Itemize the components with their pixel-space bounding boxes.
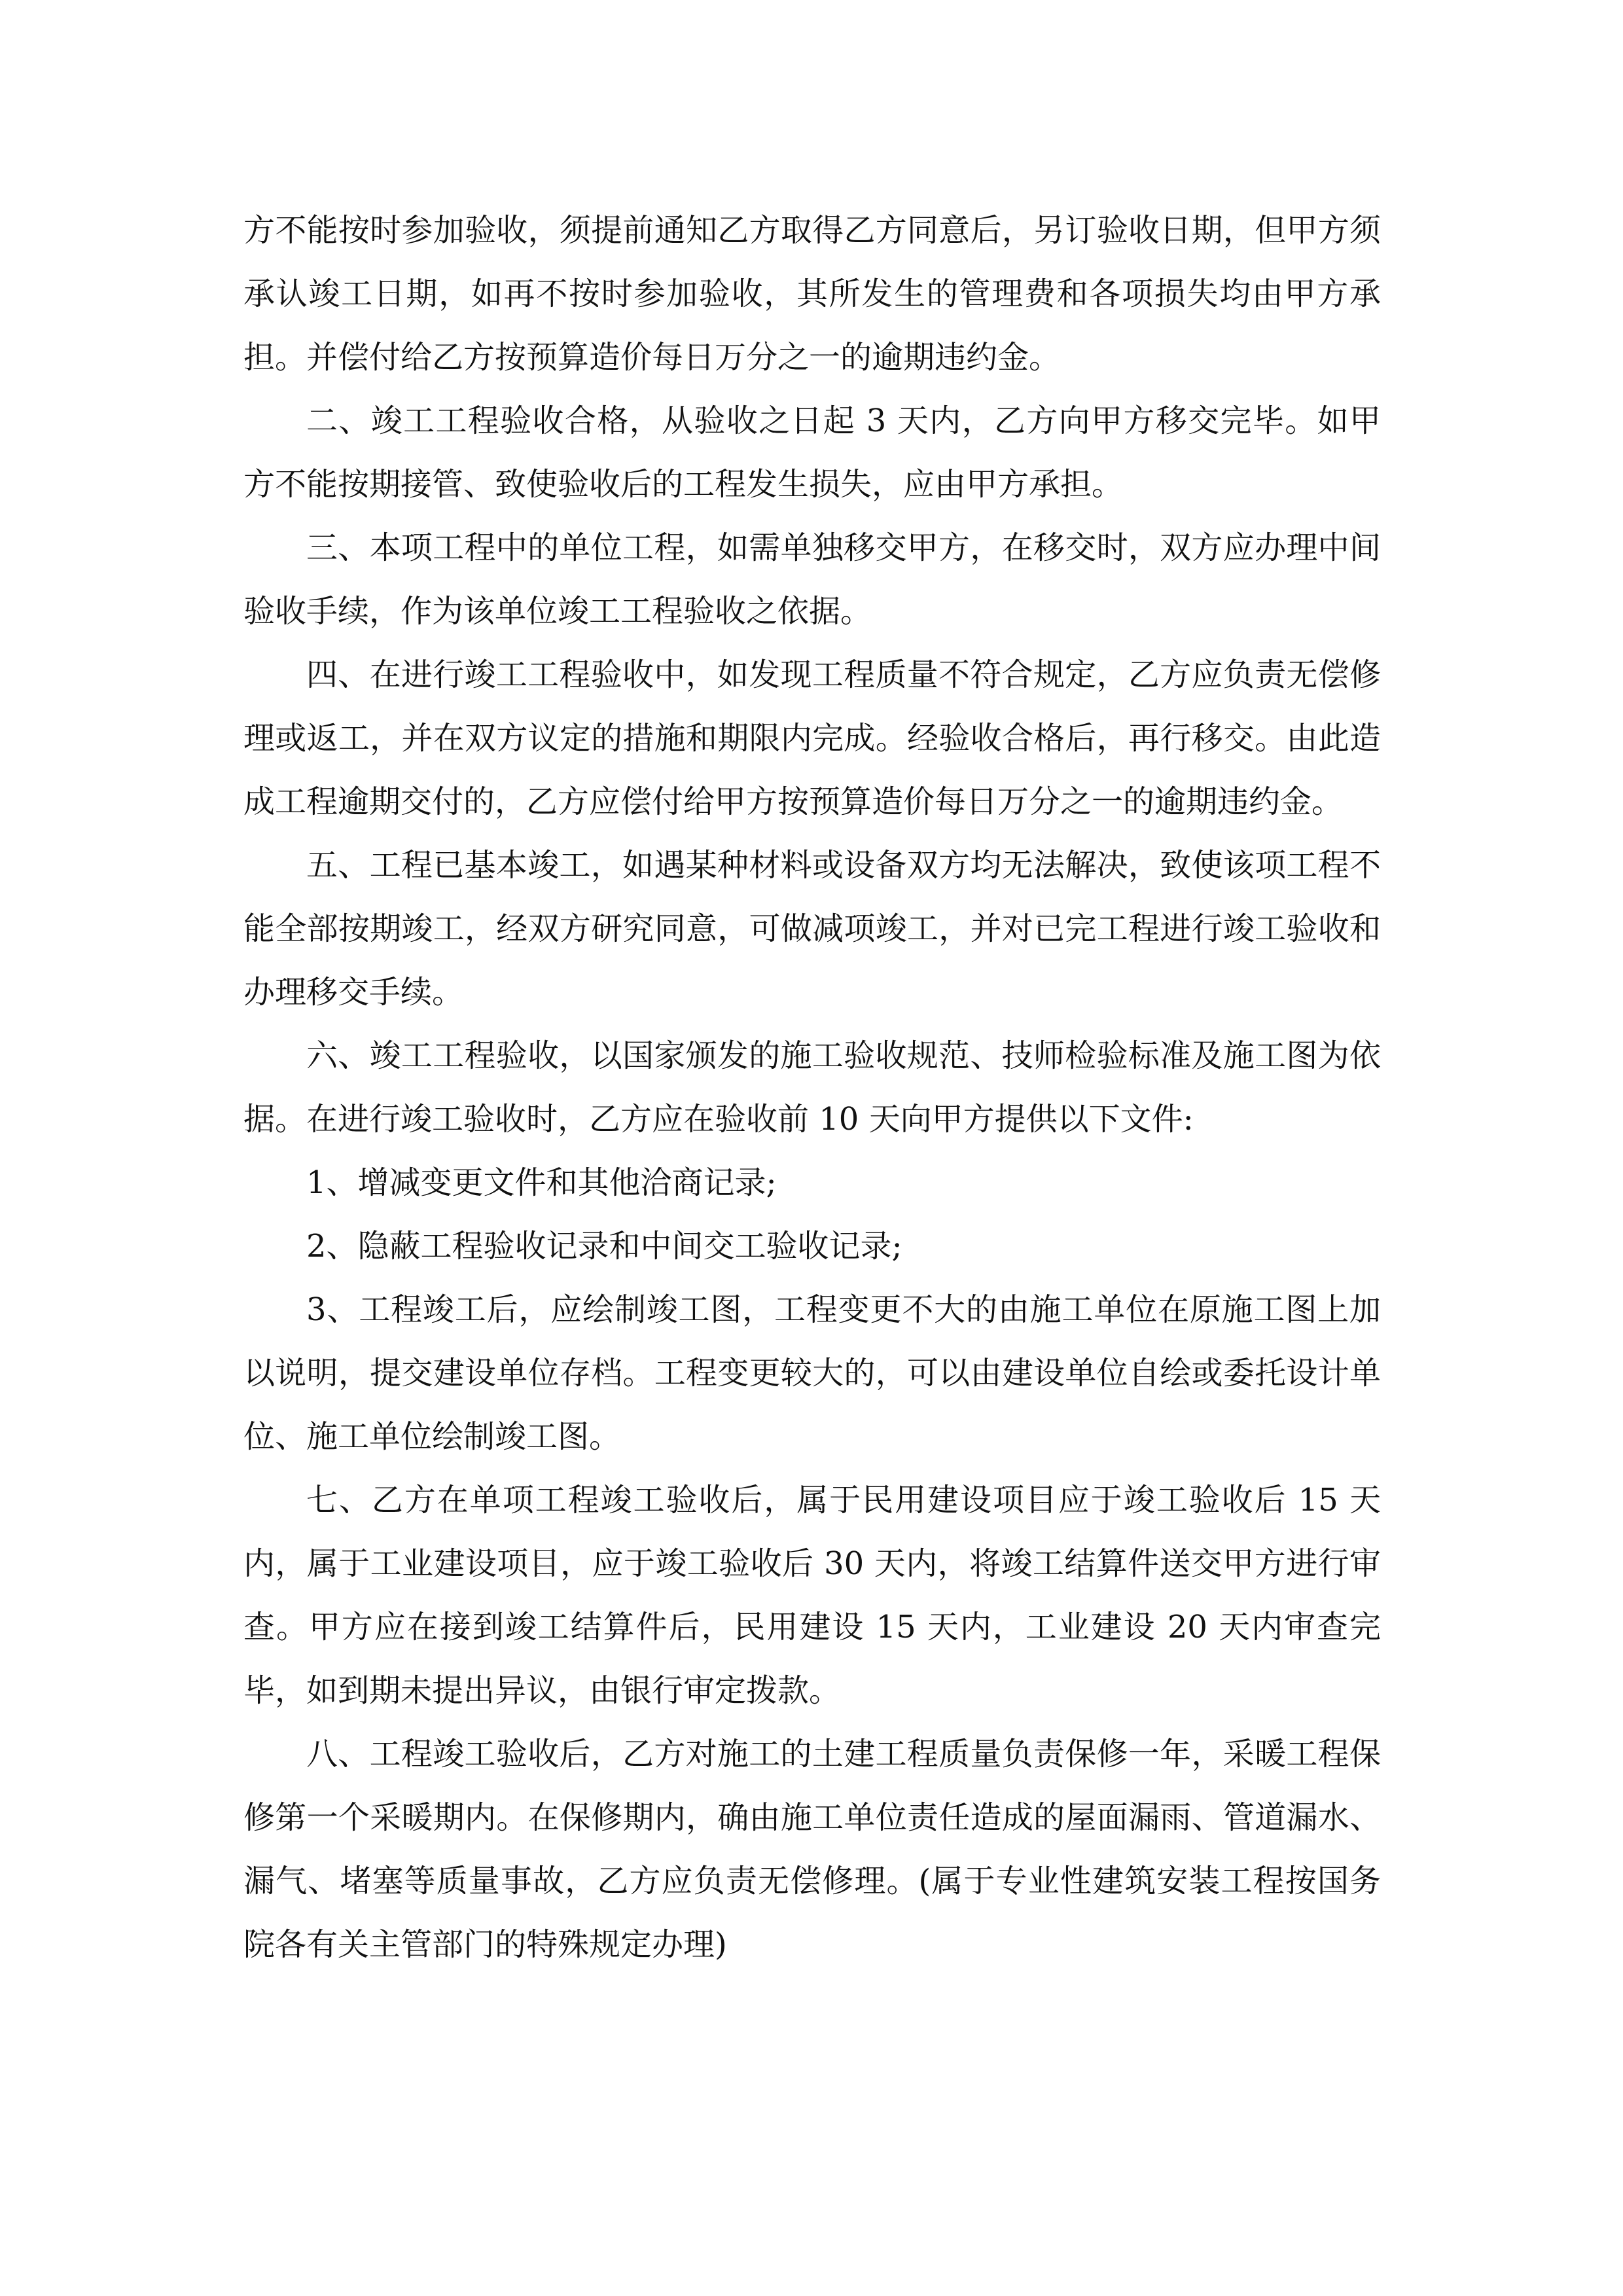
list-item-2: 2、隐蔽工程验收记录和中间交工验收记录;: [306, 1228, 902, 1265]
paragraph-clause-5: 五、工程已基本竣工，如遇某种材料或设备双方均无法解决，致使该项工程不能全部按期竣工，经双方研究同意，可做减项竣工，并对已完工程进行竣工验收和办理移交手续。: [243, 847, 1381, 1011]
paragraph-clause-7: 七、乙方在单项工程竣工验收后，属于民用建设项目应于竣工验收后 15 天内，属于工业建设项目，应于竣工验收后 30 天内，将竣工结算件送交甲方进行审查。甲方应在接到竣工结算件后，民用建设 15 天内，工业建设 20 天内审查完毕，如到期未提出异议，由银行审定拨款。: [243, 1482, 1381, 1709]
paragraph-clause-3: 三、本项工程中的单位工程，如需单独移交甲方，在移交时，双方应办理中间验收手续，作为该单位竣工工程验收之依据。: [243, 529, 1381, 630]
list-item-1: 1、增减变更文件和其他洽商记录;: [306, 1164, 777, 1201]
paragraph-clause-6: 六、竣工工程验收，以国家颁发的施工验收规范、技师检验标准及施工图为依据。在进行竣工验收时，乙方应在验收前 10 天向甲方提供以下文件:: [243, 1037, 1381, 1138]
list-item-3: 3、工程竣工后，应绘制竣工图，工程变更不大的由施工单位在原施工图上加以说明，提交建设单位存档。工程变更较大的，可以由建设单位自绘或委托设计单位、施工单位绘制竣工图。: [243, 1291, 1381, 1455]
paragraph-continuation: 方不能按时参加验收，须提前通知乙方取得乙方同意后，另订验收日期，但甲方须承认竣工日期，如再不按时参加验收，其所发生的管理费和各项损失均由甲方承担。并偿付给乙方按预算造价每日万分之一的逾期违约金。: [243, 212, 1381, 376]
document-body: [243, 199, 1381, 1977]
paragraph-clause-4: 四、在进行竣工工程验收中，如发现工程质量不符合规定，乙方应负责无偿修理或返工，并在双方议定的措施和期限内完成。经验收合格后，再行移交。由此造成工程逾期交付的，乙方应偿付给甲方按预算造价每日万分之一的逾期违约金。: [243, 656, 1381, 820]
paragraph-clause-8: 八、工程竣工验收后，乙方对施工的土建工程质量负责保修一年，采暖工程保修第一个采暖期内。在保修期内，确由施工单位责任造成的屋面漏雨、管道漏水、漏气、堵塞等质量事故，乙方应负责无偿修理。(属于专业性建筑安装工程按国务院各有关主管部门的特殊规定办理): [243, 1736, 1381, 1963]
paragraph-clause-2: 二、竣工工程验收合格，从验收之日起 3 天内，乙方向甲方移交完毕。如甲方不能按期接管、致使验收后的工程发生损失，应由甲方承担。: [243, 403, 1381, 503]
